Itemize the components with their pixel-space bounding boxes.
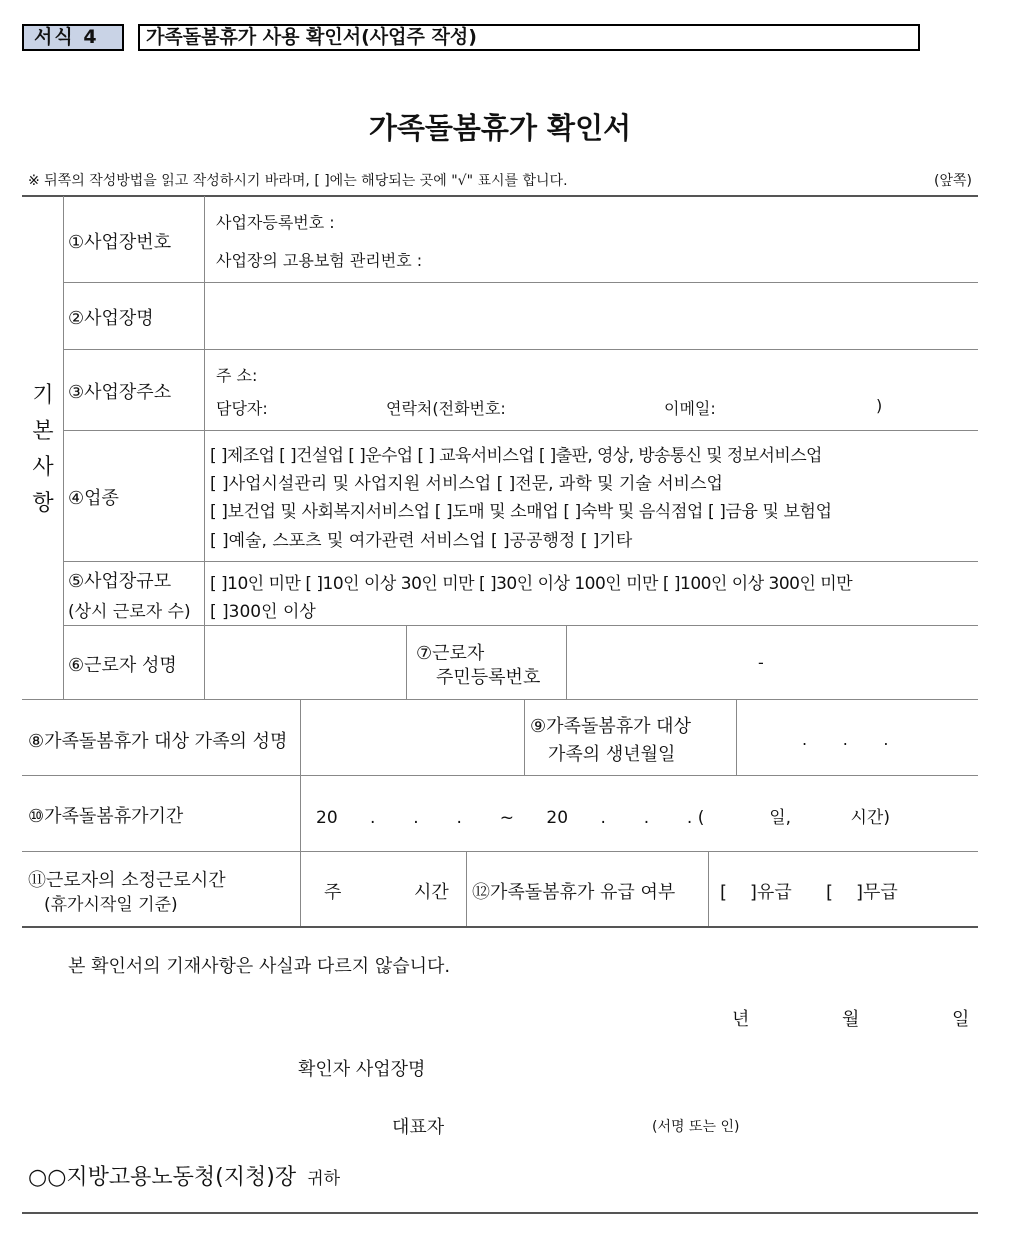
section-divider — [63, 196, 64, 699]
family-birth-field[interactable]: . . . — [802, 730, 889, 749]
addressee-name: ○○지방고용노동청(지청)장 — [28, 1165, 297, 1190]
industry-options-2[interactable]: [ ]사업시설관리 및 사업지원 서비스업 [ ]전문, 과학 및 기술 서비스업 — [210, 474, 723, 494]
industry-options-4[interactable]: [ ]예술, 스포츠 및 여가관련 서비스업 [ ]공공행정 [ ]기타 — [210, 531, 633, 551]
family-birth-label: ⑨가족돌봄휴가 대상 — [530, 716, 691, 737]
row-divider — [63, 349, 978, 350]
col-divider — [708, 852, 709, 926]
row-divider — [63, 561, 978, 562]
section-char-2: 본 — [32, 419, 54, 444]
section-char-1: 기 — [32, 383, 54, 408]
col-divider — [566, 626, 567, 699]
work-hours-week: 주 — [324, 882, 342, 903]
business-size-options-1[interactable]: [ ]10인 미만 [ ]10인 이상 30인 미만 [ ]30인 이상 100인 미만 [ ]100인 이상 300인 미만 — [210, 574, 853, 594]
business-name-field[interactable] — [206, 284, 976, 348]
date-day[interactable]: 일 — [952, 1009, 970, 1030]
date-month[interactable]: 월 — [842, 1009, 860, 1030]
row-divider — [22, 699, 978, 700]
instruction-text: ※ 뒤쪽의 작성방법을 읽고 작성하시기 바라며, [ ]에는 해당되는 곳에 "√" 표시를 합니다. — [28, 173, 568, 189]
work-hours-unit: 시간 — [414, 882, 449, 903]
employment-insurance-number[interactable]: 사업장의 고용보험 관리번호 : — [216, 251, 423, 270]
business-reg-number[interactable]: 사업자등록번호 : — [216, 213, 335, 232]
worker-id-sublabel: 주민등록번호 — [436, 667, 541, 688]
form-name: 가족돌봄휴가 사용 확인서(사업주 작성) — [146, 26, 477, 48]
industry-options-1[interactable]: [ ]제조업 [ ]건설업 [ ]운수업 [ ] 교육서비스업 [ ]출판, 영상, 방송통신 및 정보서비스업 — [210, 446, 822, 466]
row-divider — [22, 851, 978, 852]
family-birth-sublabel: 가족의 생년월일 — [548, 744, 676, 765]
email-field[interactable]: 이메일: — [664, 399, 716, 418]
business-address-label: ③사업장주소 — [68, 382, 172, 403]
col-divider — [300, 700, 301, 926]
col-divider — [524, 700, 525, 775]
leave-period-label: ⑩가족돌봄휴가기간 — [28, 806, 184, 827]
worker-name-field[interactable] — [206, 627, 404, 697]
industry-label: ④업종 — [68, 488, 119, 509]
business-size-options-2[interactable]: [ ]300인 이상 — [210, 602, 316, 622]
date-year[interactable]: 년 — [732, 1009, 750, 1030]
row-divider — [22, 775, 978, 776]
addressee-suffix: 귀하 — [307, 1169, 341, 1189]
signature-placeholder[interactable]: (서명 또는 인) — [652, 1119, 740, 1135]
leave-period-field[interactable]: 20 . . . ~ 20 . . . ( 일, 시간) — [316, 808, 890, 828]
row-divider — [63, 282, 978, 283]
label-divider — [204, 196, 205, 699]
section-char-4: 항 — [32, 491, 54, 516]
business-name-label: ②사업장명 — [68, 308, 154, 329]
page-side: (앞쪽) — [934, 173, 972, 189]
business-size-sublabel: (상시 근로자 수) — [68, 602, 191, 622]
work-hours-sublabel: (휴가시작일 기준) — [44, 895, 178, 915]
row-divider — [63, 430, 978, 431]
section-label — [28, 378, 58, 522]
close-paren: ) — [876, 396, 883, 415]
representative[interactable]: 대표자 — [392, 1117, 445, 1138]
table-top-border — [22, 195, 978, 197]
family-name-field[interactable] — [302, 702, 522, 774]
col-divider — [466, 852, 467, 926]
industry-options-3[interactable]: [ ]보건업 및 사회복지서비스업 [ ]도매 및 소매업 [ ]숙박 및 음식점업 [ ]금융 및 보험업 — [210, 502, 832, 522]
address-field[interactable]: 주 소: — [216, 366, 258, 385]
confirmation-statement: 본 확인서의 기재사항은 사실과 다르지 않습니다. — [68, 956, 451, 977]
addressee — [28, 1160, 340, 1191]
col-divider — [736, 700, 737, 775]
row-divider — [63, 625, 978, 626]
business-size-label: ⑤사업장규모 — [68, 571, 172, 592]
worker-id-field[interactable]: - — [758, 653, 764, 672]
work-hours-label: ⑪근로자의 소정근로시간 — [28, 870, 226, 891]
business-number-label: ①사업장번호 — [68, 232, 172, 253]
form-tag: 서식 4 — [34, 26, 99, 48]
family-name-label: ⑧가족돌봄휴가 대상 가족의 성명 — [28, 731, 288, 752]
page-bottom-rule — [22, 1212, 978, 1214]
paid-leave-options[interactable]: [ ]유급 [ ]무급 — [720, 882, 898, 903]
confirmer-business-name[interactable]: 확인자 사업장명 — [298, 1059, 426, 1080]
paid-leave-label: ⑫가족돌봄휴가 유급 여부 — [472, 882, 676, 903]
section-char-3: 사 — [32, 455, 54, 480]
page-title: 가족돌봄휴가 확인서 — [368, 111, 632, 145]
manager-field[interactable]: 담당자: — [216, 399, 268, 418]
table-bottom-border — [22, 926, 978, 928]
phone-field[interactable]: 연락처(전화번호: — [386, 399, 506, 418]
col-divider — [406, 626, 407, 699]
worker-id-label: ⑦근로자 — [416, 643, 485, 664]
worker-name-label: ⑥근로자 성명 — [68, 655, 177, 676]
